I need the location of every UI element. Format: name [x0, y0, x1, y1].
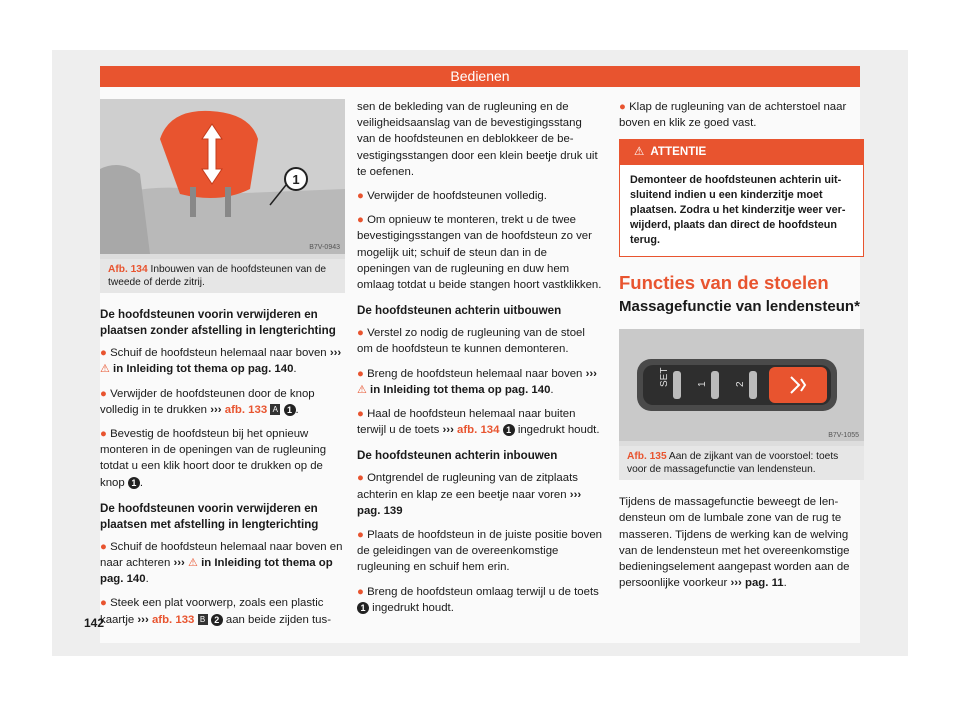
section-title: Massagefunctie van lendensteun* [619, 297, 860, 315]
page-header: Bedienen [100, 66, 860, 87]
seat-switch-illustration [619, 329, 864, 441]
figure-code: B7V-1055 [828, 432, 859, 440]
chapter-title: Functies van de stoelen [619, 271, 829, 293]
list-item: ● Steek een plat voorwerp, zoals een plastic kaartje ››› afb. 133 B 2 aan beide zijden tus- [100, 597, 331, 626]
figure-135 [619, 329, 864, 480]
key-2-label: 2 [735, 381, 746, 388]
set-key [673, 371, 681, 399]
section-heading: De hoofdsteunen achterin uitbouwen [357, 304, 562, 318]
key-1-label: 1 [697, 381, 708, 388]
column-2 [357, 99, 602, 624]
list-item: ● Klap de rugleuning van de achterstoel naar boven en klik ze goed vast. [619, 101, 847, 130]
page-number: 142 [84, 616, 105, 630]
list-item: ● Om opnieuw te monteren, trekt u de twee bevestigingsstangen van de hoofdsteun zo ver mogelijk uit; schuif de steun dan in de openingen van de rugleuning en duw hem omlaag totdat u beide stangen hoort vastklikken. [357, 214, 602, 292]
list-item: ● Verstel zo nodig de rugleuning van de stoel om de hoofdsteun te kunnen demonteren. [357, 327, 585, 356]
figure-caption: Afb. 135 Aan de zijkant van de voorstoel: toets voor de massagefunctie van lendensteun. [619, 446, 864, 480]
figure-caption: Afb. 134 Inbouwen van de hoofdsteunen van de tweede of derde zitrij. [100, 259, 345, 293]
list-item: ● Breng de hoofdsteun helemaal naar boven ››› ⚠ in Inleiding tot thema op pag. 140. [357, 367, 597, 396]
figure-code: B7V-0943 [309, 244, 340, 251]
figure-134 [100, 99, 345, 293]
paragraph: Tijdens de massagefunctie beweegt de lendensteun om de lumbale zone van de rug te masseren. Tijdens de werking kan de welving van de lendensteun met het overeenkomstige bedieningselement aangepast worden aan de persoonlijke voorkeur ››› pag. 11. [619, 496, 850, 590]
section-heading: De hoofdsteunen achterin inbouwen [357, 449, 558, 463]
list-item: ● Plaats de hoofdsteun in de juiste positie boven de geleidingen van de overeenkomstige rugleuning en schuif hem erin. [357, 529, 603, 574]
list-item: ● Verwijder de hoofdsteunen door de knop volledig in te drukken ››› afb. 133 A 1 . [100, 387, 315, 416]
column-1 [100, 87, 345, 636]
page-content [100, 87, 860, 643]
set-key-label: SET [659, 367, 670, 388]
section-heading: De hoofdsteunen voorin verwijderen en plaatsen met afstelling in lengterichting [100, 501, 319, 531]
list-item: ● Haal de hoofdsteun helemaal naar buiten terwijl u de toets ››› afb. 134 1 ingedrukt houdt. [357, 408, 600, 437]
list-item: ● Verwijder de hoofdsteunen volledig. [357, 190, 547, 203]
list-item: ● Breng de hoofdsteun omlaag terwijl u de toets 1 ingedrukt houdt. [357, 585, 599, 614]
column-3 [619, 99, 864, 599]
memory-1-key [711, 371, 719, 399]
list-item: ● Schuif de hoofdsteun helemaal naar boven ››› ⚠ in Inleiding tot thema op pag. 140. [100, 347, 342, 376]
warning-header: ⚠ ATTENTIE [620, 140, 863, 164]
paragraph: sen de bekleding van de rugleuning en de veiligheidsaanslag van de bevestigingsstang van de hoofdsteunen en deblokkeer de bevestigingsstangen door een klein beetje druk uit te oefenen. [357, 101, 598, 178]
memory-2-key [749, 371, 757, 399]
callout-1-label: 1 [292, 172, 300, 187]
section-heading: De hoofdsteunen voorin verwijderen en plaatsen zonder afstelling in lengterichting [100, 308, 336, 338]
warning-box [619, 139, 864, 256]
list-item: ● Bevestig de hoofdsteun bij het opnieuw monteren in de openingen van de rugleuning totdat u een klik hoort door te drukken op de knop 1 . [100, 428, 327, 489]
list-item: ● Schuif de hoofdsteun helemaal naar boven en naar achteren ››› ⚠ in Inleiding tot thema op pag. 140. [100, 540, 343, 586]
warning-body: Demonteer de hoofdsteunen achterin uitsluitend indien u een kinderzitje moet plaatsen. Zodra u het kinderzitje weer verwijderd, plaats dan direct de hoofdsteun terug. [630, 173, 846, 246]
warning-icon: ⚠ [634, 145, 645, 159]
headrest-illustration [100, 99, 345, 254]
list-item: ● Ontgrendel de rugleuning van de zitplaats achterin en klap ze een beetje naar voren ››› pag. 139 [357, 472, 582, 517]
